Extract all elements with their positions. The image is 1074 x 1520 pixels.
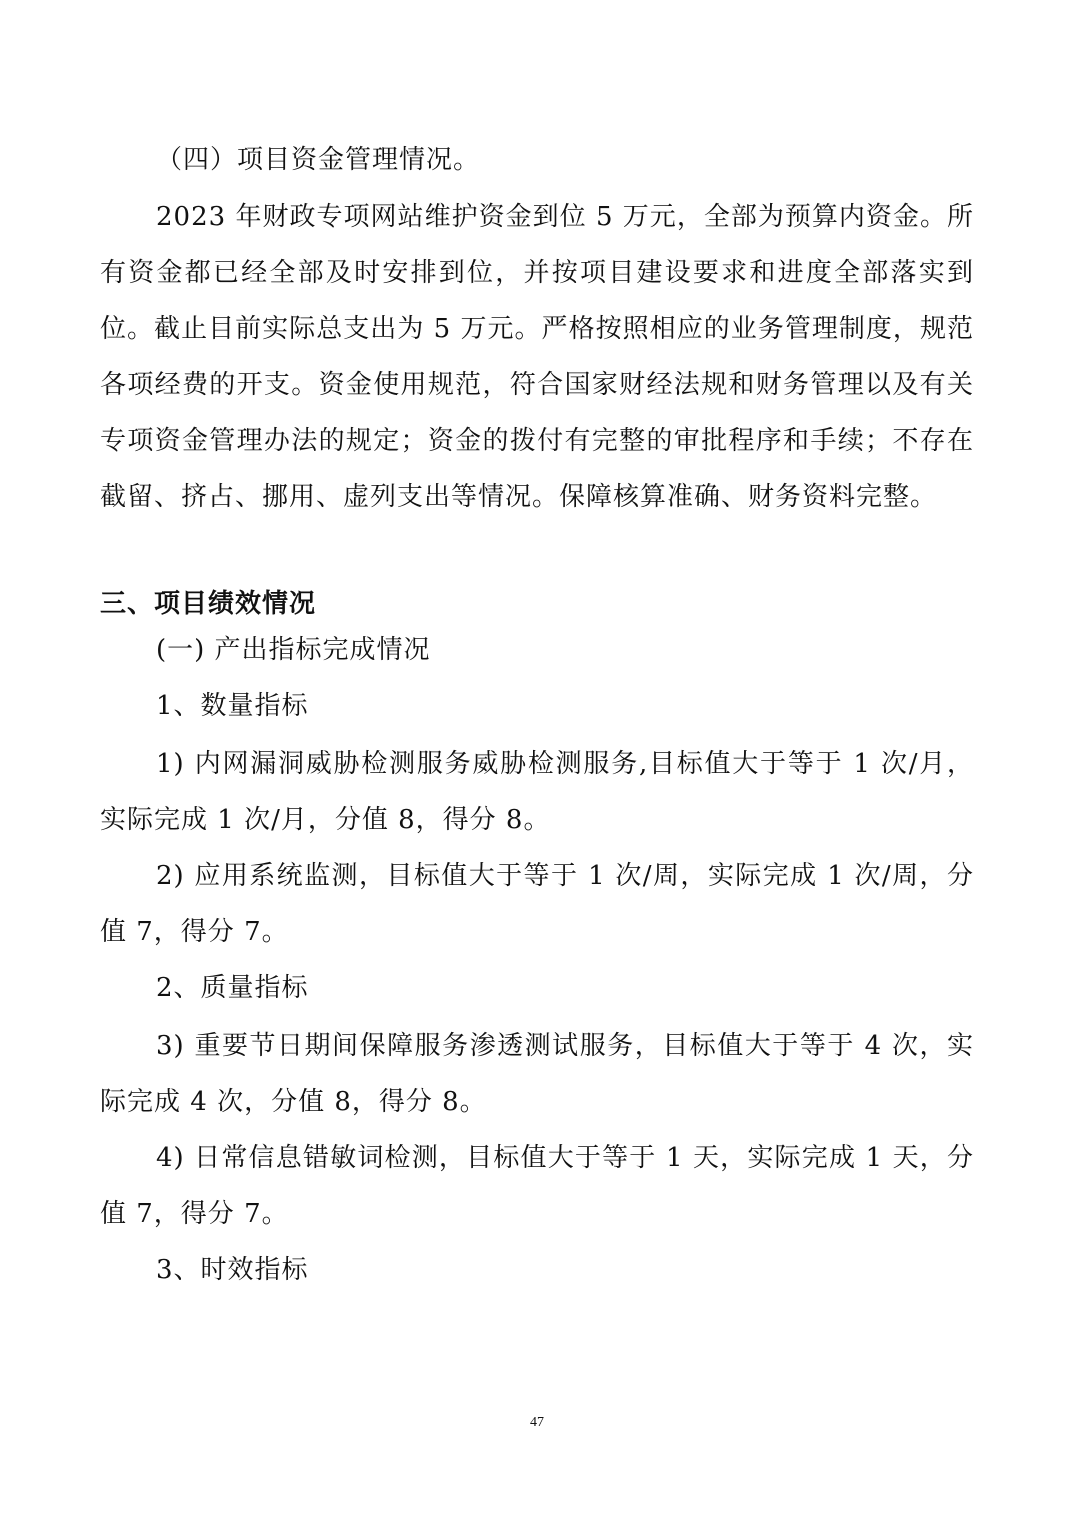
subheading-fund-management: （四）项目资金管理情况。 [156,145,481,175]
paragraph-fund-details: 2023 年财政专项网站维护资金到位 5 万元，全部为预算内资金。所有资金都已经全部及时安排到位，并按项目建设要求和进度全部落实到位。截止目前实际总支出为 5 万元。严格按照相应的业务管理制度，规范各项经费的开支。资金使用规范，符合国家财经法规和财务管理以及有关专项资金管理办法的规定；资金的拨付有完整的审批程序和手续；不存在截留、挤占、挪用、虚列支出等情况。保障核算准确、财务资料完整。 [100,202,974,512]
item-sensitive-word-check: 4) 日常信息错敏词检测，目标值大于等于 1 天，实际完成 1 天，分值 7，得分 7。 [100,1143,974,1229]
item-timeliness-indicators: 3、时效指标 [156,1255,309,1285]
page-number: 47 [530,1415,544,1430]
item-penetration-testing: 3) 重要节日期间保障服务渗透测试服务，目标值大于等于 4 次，实际完成 4 次，分值 8，得分 8。 [100,1031,974,1117]
item-system-monitoring: 2) 应用系统监测，目标值大于等于 1 次/周，实际完成 1 次/周，分值 7，得分 7。 [100,861,974,947]
item-threat-detection: 1) 内网漏洞威胁检测服务威胁检测服务,目标值大于等于 1 次/月，实际完成 1 次/月，分值 8，得分 8。 [100,749,974,835]
item-quantity-indicators: 1、数量指标 [156,691,309,721]
section-title-performance: 三、项目绩效情况 [100,589,317,619]
item-quality-indicators: 2、质量指标 [156,973,309,1003]
subheading-output-indicators: (一) 产出指标完成情况 [156,635,431,665]
